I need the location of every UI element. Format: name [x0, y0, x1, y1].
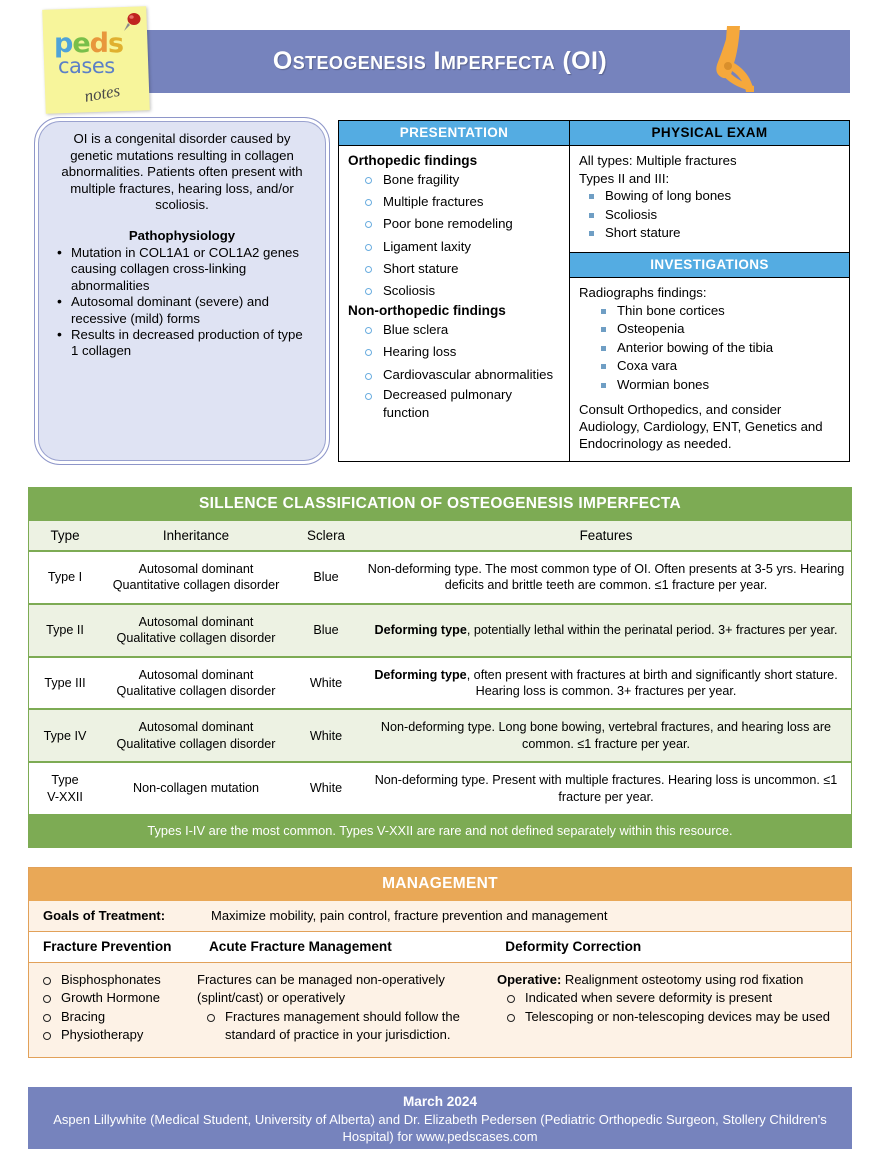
management-body: [29, 963, 851, 1057]
table-row: [29, 604, 851, 657]
list-item: • Mutation in COL1A1 or COL1A2 genes causing collagen cross-linking abnormalities: [51, 245, 313, 294]
features-text: , potentially lethal within the perinatal period. 3+ fractures per year.: [466, 623, 838, 638]
sillence-classification-table: [28, 487, 852, 848]
inheritance-line-2: Quantitative collagen disorder: [112, 578, 280, 593]
inheritance-line-2: Qualitative collagen disorder: [116, 736, 276, 751]
physical-exam-line-1: All types: Multiple fractures: [579, 153, 737, 168]
cell-type: Type III: [29, 657, 101, 710]
investigations-lead: Radiographs findings:: [579, 285, 707, 301]
cell-inheritance: [101, 709, 291, 762]
overview-info-box: [34, 117, 330, 465]
footer-date: March 2024: [402, 1094, 478, 1109]
operative-label: Operative:: [497, 972, 562, 987]
features-text: Non-deforming type. Present with multiple fractures. Hearing loss is uncommon. ≤1 fracture per year.: [374, 773, 838, 804]
acute-lead-text: Fractures can be managed non-operatively (splint/cast) or operatively: [197, 972, 445, 1006]
table-row: [29, 762, 851, 814]
list-item: Growth Hormone: [33, 989, 197, 1007]
logo-text-cases: cases: [58, 54, 115, 78]
list-item: Scoliosis: [348, 280, 561, 302]
cell-features: [361, 762, 851, 814]
investigations-list: [579, 302, 841, 394]
exam-investigations-panel: [570, 120, 850, 462]
features-text: , often present with fractures at birth and significantly short stature. Hearing loss is common. 3+ fractures per year.: [466, 667, 838, 699]
management-goals-row: [29, 901, 851, 932]
column-header-fracture-prevention: Fracture Prevention: [43, 939, 172, 954]
list-item: Multiple fractures: [348, 191, 561, 213]
cell-type: Type IV: [29, 709, 101, 762]
footer: [28, 1087, 852, 1149]
deformity-correction-list: [497, 989, 847, 1026]
cell-inheritance: [101, 657, 291, 710]
features-text: Non-deforming type. Long bone bowing, vertebral fractures, and hearing loss are common. ≤1 fracture per year.: [380, 720, 832, 751]
logo-text-peds: peds: [54, 28, 124, 59]
list-item: Bowing of long bones: [579, 187, 841, 205]
elbow-joint-bone-icon: [700, 24, 774, 94]
pathophysiology-list: [51, 245, 313, 360]
inheritance-line-1: Autosomal dominant: [138, 562, 254, 576]
goals-text: Maximize mobility, pain control, fracture prevention and management: [211, 908, 608, 923]
list-item: • Results in decreased production of type 1 collagen: [51, 327, 313, 360]
column-header-acute-fracture-management: Acute Fracture Management: [208, 939, 392, 954]
cell-sclera: Blue: [291, 551, 361, 604]
table-row: [29, 657, 851, 710]
list-item: Bracing: [33, 1008, 197, 1026]
list-item: Anterior bowing of the tibia: [579, 339, 841, 357]
cell-sclera: White: [291, 709, 361, 762]
list-item: Decreased pulmonary function: [348, 384, 561, 422]
table-row: [29, 551, 851, 604]
deformity-correction-column: [497, 971, 847, 1045]
list-item: Bone fragility: [348, 169, 561, 191]
orthopedic-findings-list: [348, 169, 561, 302]
list-item: Blue sclera: [348, 319, 561, 341]
list-item: Short stature: [348, 258, 561, 280]
list-item: Telescoping or non-telescoping devices may be used: [497, 1008, 847, 1026]
list-item: Cardiovascular abnormalities: [348, 364, 561, 384]
management-section: [28, 867, 852, 1058]
inheritance-line-2: Qualitative collagen disorder: [116, 684, 276, 699]
orthopedic-findings-heading: Orthopedic findings: [348, 153, 478, 168]
goals-label: Goals of Treatment:: [43, 908, 166, 923]
acute-fracture-management-column: [197, 971, 497, 1045]
physical-exam-line-2: Types II and III:: [579, 170, 670, 186]
presentation-header: PRESENTATION: [339, 121, 569, 146]
list-item: Poor bone remodeling: [348, 213, 561, 235]
cell-inheritance: Non-collagen mutation: [132, 781, 259, 796]
investigations-consult-text: Consult Orthopedics, and consider Audiology, Cardiology, ENT, Genetics and Endocrinology as needed.: [579, 402, 823, 452]
table-header-row: [29, 521, 851, 551]
physical-exam-list: [579, 187, 841, 242]
nonorthopedic-findings-list: [348, 319, 561, 421]
inheritance-line-1: Autosomal dominant: [138, 720, 254, 735]
pathophysiology-heading: Pathophysiology: [128, 227, 236, 243]
fracture-prevention-column: [29, 971, 197, 1045]
list-item: Physiotherapy: [33, 1026, 197, 1044]
list-item: Hearing loss: [348, 341, 561, 363]
list-item: Scoliosis: [579, 206, 841, 224]
overview-intro-text: OI is a congenital disorder caused by genetic mutations resulting in collagen abnormalities. Patients often present with multiple fractures, hearing loss, and/or scoliosis.: [61, 131, 303, 213]
cell-inheritance: [101, 604, 291, 657]
cell-features: [361, 657, 851, 710]
list-item: Wormian bones: [579, 376, 841, 394]
fracture-prevention-list: [33, 971, 197, 1045]
cell-type: Type V-XXII: [47, 773, 83, 804]
logo-text-notes: notes: [82, 80, 122, 106]
features-bold: Deforming type: [374, 623, 467, 638]
cell-features: [361, 551, 851, 604]
list-item: Coxa vara: [579, 357, 841, 375]
list-item: Osteopenia: [579, 320, 841, 338]
cell-inheritance: [101, 551, 291, 604]
inheritance-line-1: Autosomal dominant: [138, 667, 254, 682]
features-text: Non-deforming type. The most common type of OI. Often presents at 3-5 yrs. Hearing deficits and brittle teeth are common. ≤1 fracture per year.: [367, 562, 845, 593]
list-item: Indicated when severe deformity is present: [497, 989, 847, 1007]
list-item: • Autosomal dominant (severe) and recessive (mild) forms: [51, 294, 313, 327]
nonorthopedic-findings-heading: Non-orthopedic findings: [348, 303, 506, 319]
physical-exam-header: PHYSICAL EXAM: [570, 121, 849, 146]
sillence-table-header: SILLENCE CLASSIFICATION OF OSTEOGENESIS IMPERFECTA: [29, 488, 851, 521]
inheritance-line-2: Qualitative collagen disorder: [116, 631, 276, 646]
acute-management-list: [197, 1008, 497, 1045]
cell-sclera: Blue: [291, 604, 361, 657]
footer-credit: Aspen Lillywhite (Medical Student, University of Alberta) and Dr. Elizabeth Pedersen (Pediatric Orthopedic Surgeon, Stollery Children's Hospital) for www.pedscases.com: [53, 1112, 827, 1145]
cell-features: [361, 604, 851, 657]
page-title: Osteogenesis Imperfecta (OI): [272, 47, 608, 75]
cell-features: [361, 709, 851, 762]
sillence-table-footnote: Types I-IV are the most common. Types V-XXII are rare and not defined separately within this resource.: [29, 814, 851, 847]
list-item: Ligament laxity: [348, 236, 561, 258]
management-header: MANAGEMENT: [29, 868, 851, 901]
presentation-panel: [338, 120, 570, 462]
list-item: Fractures management should follow the standard of practice in your jurisdiction.: [197, 1008, 497, 1045]
cell-sclera: White: [309, 781, 343, 796]
deformity-lead-text: [497, 971, 847, 989]
list-item: Thin bone cortices: [579, 302, 841, 320]
column-header-type: Type: [29, 521, 101, 551]
cell-type: Type II: [29, 604, 101, 657]
column-header-features: Features: [361, 521, 851, 551]
inheritance-line-1: Autosomal dominant: [138, 614, 254, 629]
pedscases-logo: [44, 8, 148, 112]
column-header-sclera: Sclera: [291, 521, 361, 551]
column-header-inheritance: Inheritance: [101, 521, 291, 551]
table-row: [29, 709, 851, 762]
investigations-header: INVESTIGATIONS: [570, 252, 849, 278]
cell-sclera: White: [291, 657, 361, 710]
cell-type: Type I: [29, 551, 101, 604]
list-item: Short stature: [579, 224, 841, 242]
list-item: Bisphosphonates: [33, 971, 197, 989]
operative-text: Realignment osteotomy using rod fixation: [561, 972, 804, 987]
management-column-headers: [29, 932, 851, 963]
column-header-deformity-correction: Deformity Correction: [505, 939, 642, 954]
features-bold: Deforming type: [374, 667, 467, 682]
